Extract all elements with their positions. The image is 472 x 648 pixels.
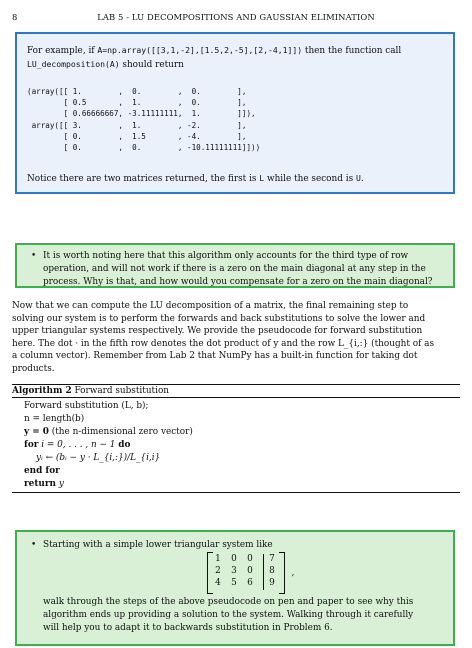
algorithm-title: Forward substitution bbox=[71, 386, 170, 396]
exercise-line-2: walk through the steps of the above pseudocode on pen and paper to see why this bbox=[43, 597, 414, 607]
para-line: a column vector). Remember from Lab 2 that NumPy has a built-in function for taking dot bbox=[12, 351, 418, 361]
inline-code-array: A=np.array([[3,1,-2],[1.5,2,-5],[2,-4,1]]) bbox=[97, 45, 303, 55]
kw-do: do bbox=[118, 440, 131, 450]
augment-bar bbox=[263, 554, 264, 590]
code-line: [ 0.66666667, -3.11111111, 1. ]]), bbox=[27, 109, 256, 119]
algo-line-5 bbox=[36, 453, 160, 463]
algo-line-1: Forward substitution (L, b); bbox=[24, 401, 149, 411]
matrix-cell: 0 bbox=[231, 554, 237, 564]
page-header bbox=[12, 12, 460, 26]
code-line: [ 0. , 1.5 , -4. ], bbox=[27, 131, 247, 141]
loop-range: i = 0, . . . , n − 1 bbox=[38, 440, 119, 450]
matrix-cell: 6 bbox=[247, 578, 253, 588]
exercise-text: Starting with a simple lower triangular system like bbox=[43, 540, 273, 550]
intro-text: then the function call bbox=[302, 46, 402, 56]
matrix-cell: 1 bbox=[215, 554, 221, 564]
exercise-line-4: will help you to adapt it to backwards substitution in Problem 6. bbox=[43, 623, 333, 633]
body-paragraph bbox=[12, 300, 460, 375]
matrix-cell: 9 bbox=[269, 578, 275, 588]
exercise-box bbox=[15, 530, 455, 646]
matrix-cell: 8 bbox=[269, 566, 275, 576]
bullet-icon: • bbox=[31, 251, 37, 261]
note-line-2: operation, and will not work if there is a zero on the main diagonal at any step in the bbox=[43, 264, 426, 274]
outro-text: Notice there are two matrices returned, the first is bbox=[27, 174, 260, 184]
algo-line-6 bbox=[24, 466, 60, 476]
matrix-cell: 0 bbox=[247, 566, 253, 576]
para-line: here. The dot · in the fifth row denotes the dot product of y and the row L_{i,:} (thought of as bbox=[12, 338, 435, 349]
example-intro bbox=[27, 44, 447, 72]
code-line: [ 0.5 , 1. , 0. ], bbox=[27, 98, 247, 108]
inline-code-L: L bbox=[259, 173, 265, 183]
intro-text: For example, if bbox=[27, 46, 98, 56]
para-line: solving our system is to perform the forwards and back substitutions to solve the lower and bbox=[12, 313, 426, 324]
exercise-line-3: algorithm ends up providing a solution to the system. Walking through it carefully bbox=[43, 610, 414, 620]
algo-comment: (the n-dimensional zero vector) bbox=[48, 427, 193, 437]
matrix-comma: , bbox=[291, 568, 295, 578]
note-line-1 bbox=[31, 250, 408, 263]
example-box bbox=[15, 32, 455, 194]
matrix-cell: 4 bbox=[215, 578, 221, 588]
algo-line-2: n = length(b) bbox=[24, 414, 85, 424]
algo-line-7 bbox=[24, 479, 64, 489]
intro-text: should return bbox=[119, 60, 184, 70]
kw-return: return bbox=[24, 479, 57, 489]
outro-text: . bbox=[360, 174, 364, 184]
algo-line-3 bbox=[24, 427, 193, 437]
note-box bbox=[15, 243, 455, 288]
augmented-matrix bbox=[207, 552, 297, 592]
algorithm-bottom-rule bbox=[12, 492, 460, 493]
page-number: 8 bbox=[12, 12, 18, 22]
matrix-cell: 3 bbox=[231, 566, 237, 576]
matrix-cell: 5 bbox=[231, 578, 237, 588]
inline-code-U: U bbox=[355, 173, 361, 183]
code-output-block bbox=[27, 86, 260, 153]
matrix-cell: 7 bbox=[269, 554, 275, 564]
algorithm-caption bbox=[12, 386, 169, 396]
code-line: [ 0. , 0. , -10.11111111]])) bbox=[27, 143, 261, 153]
bullet-icon: • bbox=[31, 540, 37, 550]
code-line: (array([[ 1. , 0. , 0. ], bbox=[27, 87, 247, 96]
outro-text: while the second is bbox=[264, 174, 356, 184]
code-line: array([[ 3. , 1. , -2. ], bbox=[27, 120, 247, 130]
note-text: It is worth noting here that this algorithm only accounts for the third type of row bbox=[43, 251, 409, 261]
return-value: y bbox=[56, 479, 64, 489]
kw-end-for: end for bbox=[24, 466, 60, 476]
algo-assignment: y = 0 bbox=[24, 427, 49, 437]
algo-line-4 bbox=[24, 440, 130, 450]
algo-update: yᵢ ← (bᵢ − y · L_{i,:})/L_{i,i} bbox=[36, 453, 161, 463]
exercise-line-1 bbox=[31, 539, 273, 552]
example-outro bbox=[27, 173, 364, 184]
algorithm-label: Algorithm 2 bbox=[12, 386, 72, 396]
inline-code-function: LU_decomposition(A) bbox=[27, 59, 120, 69]
algorithm-top-rule bbox=[12, 384, 460, 385]
right-bracket bbox=[279, 552, 285, 594]
algorithm-mid-rule bbox=[12, 397, 460, 398]
para-line: upper triangular systems respectively. We provide the pseudocode for forward substitution bbox=[12, 326, 423, 336]
kw-for: for bbox=[24, 440, 39, 450]
matrix-cell: 2 bbox=[215, 566, 221, 576]
matrix-cell: 0 bbox=[247, 554, 253, 564]
para-line: Now that we can compute the LU decomposition of a matrix, the final remaining step to bbox=[12, 301, 409, 311]
running-title: LAB 5 - LU DECOMPOSITIONS AND GAUSSIAN ELIMINATION bbox=[97, 12, 375, 22]
note-line-3: process. Why is that, and how would you compensate for a zero on the main diagonal? bbox=[43, 277, 433, 287]
para-line: products. bbox=[12, 363, 55, 374]
